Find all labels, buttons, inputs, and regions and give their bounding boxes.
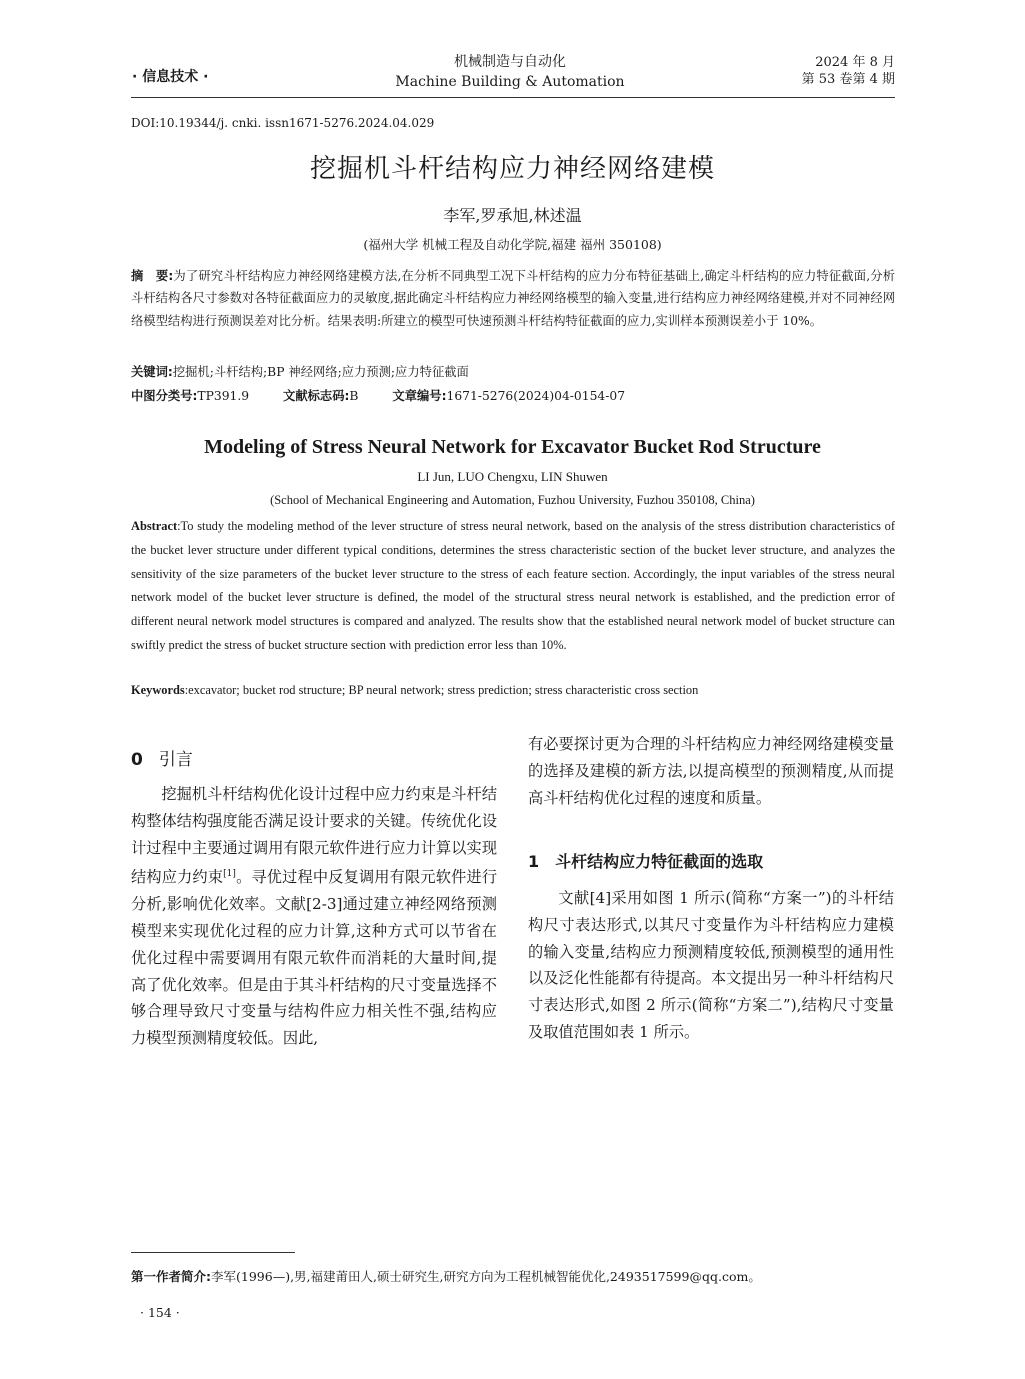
doc-code-value: B — [349, 389, 359, 403]
issue-info — [802, 54, 895, 88]
title-en: Modeling of Stress Neural Network for Excavator Bucket Rod Structure — [204, 436, 821, 458]
keywords-en-label: Keywords — [131, 683, 185, 697]
footnote-divider — [131, 1252, 295, 1253]
affiliation-cn: (福州大学 机械工程及自动化学院,福建 福州 350108) — [363, 237, 662, 252]
clc-label: 中图分类号: — [131, 389, 198, 403]
issue-date: 2024 年 8 月 — [815, 55, 895, 70]
keywords-en — [131, 683, 698, 698]
doc-code-label: 文献标志码: — [283, 389, 350, 403]
abstract-cn-text: 为了研究斗杆结构应力神经网络建模方法,在分析不同典型工况下斗杆结构的应力分布特征基础上,确定斗杆结构的应力特征截面,分析斗杆结构各尺寸参数对各特征截面应力的灵敏度,据此确定斗杆结构应力神经网络模型的输入变量,进行结构应力神经网络建模,并对不同神经网络模型结构进行预测误差对比分析。结果表明:所建立的模型可快速预测斗杆结构特征截面的应力,实训样本预测误差小于 10%。 — [131, 269, 895, 328]
authors-en: LI Jun, LUO Chengxu, LIN Shuwen — [417, 469, 608, 484]
body-column-right-2 — [528, 885, 894, 1046]
footnote-label: 第一作者简介: — [131, 1269, 211, 1284]
doi: DOI:10.19344/j. cnki. issn1671-5276.2024.04.029 — [131, 116, 435, 130]
abstract-cn — [131, 265, 895, 332]
keywords-cn-label: 关键词: — [131, 365, 173, 379]
paragraph: 文献[4]采用如图 1 所示(简称“方案一”)的斗杆结构尺寸表达形式,以其尺寸变量作为斗杆结构应力建模的输入变量,结构应力预测精度较低,预测模型的通用性以及泛化性能都有待提高。本文提出另一种斗杆结构尺寸表达形式,如图 2 所示(简称“方案二”),结构尺寸变量及取值范围如表 1 所示。 — [528, 889, 894, 1041]
keywords-en-text: :excavator; bucket rod structure; BP neural network; stress prediction; stress characteristic cross section — [184, 683, 699, 697]
footnote-text: 李军(1996—),男,福建莆田人,硕士研究生,研究方向为工程机械智能优化,2493517599@qq.com。 — [211, 1269, 761, 1284]
section-label: · 信息技术 · — [132, 69, 209, 85]
section-0-number: 0 — [131, 750, 143, 770]
journal-name-en: Machine Building & Automation — [395, 74, 625, 90]
keywords-cn — [131, 362, 469, 380]
footnote — [131, 1267, 761, 1285]
paragraph-text: 挖掘机斗杆结构优化设计过程中应力约束是斗杆结构整体结构强度能否满足设计要求的关键。传统优化设计过程中主要通过调用有限元软件进行应力计算以实现结构应力约束 — [131, 785, 497, 887]
header-divider — [131, 97, 895, 98]
clc-value: TP391.9 — [197, 389, 250, 403]
journal-name-cn: 机械制造与自动化 — [454, 54, 566, 70]
classification-line — [131, 386, 655, 404]
citation-ref: [1] — [223, 869, 236, 880]
paragraph — [131, 781, 497, 1052]
abstract-en-text: :To study the modeling method of the lever structure of stress neural network, based on the analysis of the stress distribution characteristics of the bucket lever structure under different typical conditions, determines the stress characteristic section of the bucket lever structure, and analyzes the sensitivity of the size parameters of the bucket lever structure to the stress of each feature section. Accordingly, the input variables of the stress neural network model of the bucket lever structure is defined, the model of the structural stress neural network is established, and the prediction error of different neural network model structures is compared and analyzed. The results show that the established neural network model of bucket structure can swiftly predict the stress of bucket structure section with prediction error less than 10%. — [131, 519, 895, 652]
title-cn: 挖掘机斗杆结构应力神经网络建模 — [309, 154, 715, 184]
body-column-right — [528, 731, 894, 811]
article-no-label: 文章编号: — [392, 389, 447, 403]
affiliation-en: (School of Mechanical Engineering and Automation, Fuzhou University, Fuzhou 350108, China) — [270, 493, 755, 507]
issue-volume: 第 53 卷第 4 期 — [801, 72, 895, 87]
section-0-heading — [131, 745, 193, 770]
authors-cn: 李军,罗承旭,林述温 — [443, 206, 582, 225]
journal-name — [330, 52, 690, 92]
paragraph: 有必要探讨更为合理的斗杆结构应力神经网络建模变量的选择及建模的新方法,以提高模型的预测精度,从而提高斗杆结构优化过程的速度和质量。 — [528, 735, 894, 807]
abstract-cn-label: 摘 要: — [131, 269, 174, 283]
section-1-heading: 1 斗杆结构应力特征截面的选取 — [528, 852, 764, 871]
paragraph-text: 。寻优过程中反复调用有限元软件进行分析,影响优化效率。文献[2-3]通过建立神经网络预测模型来实现优化过程的应力计算,这种方式可以节省在优化过程中需要调用有限元软件而消耗的大量时间,提高了优化效率。但是由于其斗杆结构的尺寸变量选择不够合理导致尺寸变量与结构件应力相关性不强,结构应力模型预测精度较低。因此, — [131, 868, 498, 1048]
page-number: · 154 · — [140, 1305, 180, 1320]
keywords-cn-text: 挖掘机;斗杆结构;BP 神经网络;应力预测;应力特征截面 — [172, 365, 469, 379]
section-0-title: 引言 — [158, 750, 193, 770]
abstract-en-label: Abstract — [131, 519, 178, 533]
article-no-value: 1671-5276(2024)04-0154-07 — [446, 389, 626, 403]
abstract-en — [131, 515, 895, 658]
body-column-left — [131, 781, 497, 1052]
